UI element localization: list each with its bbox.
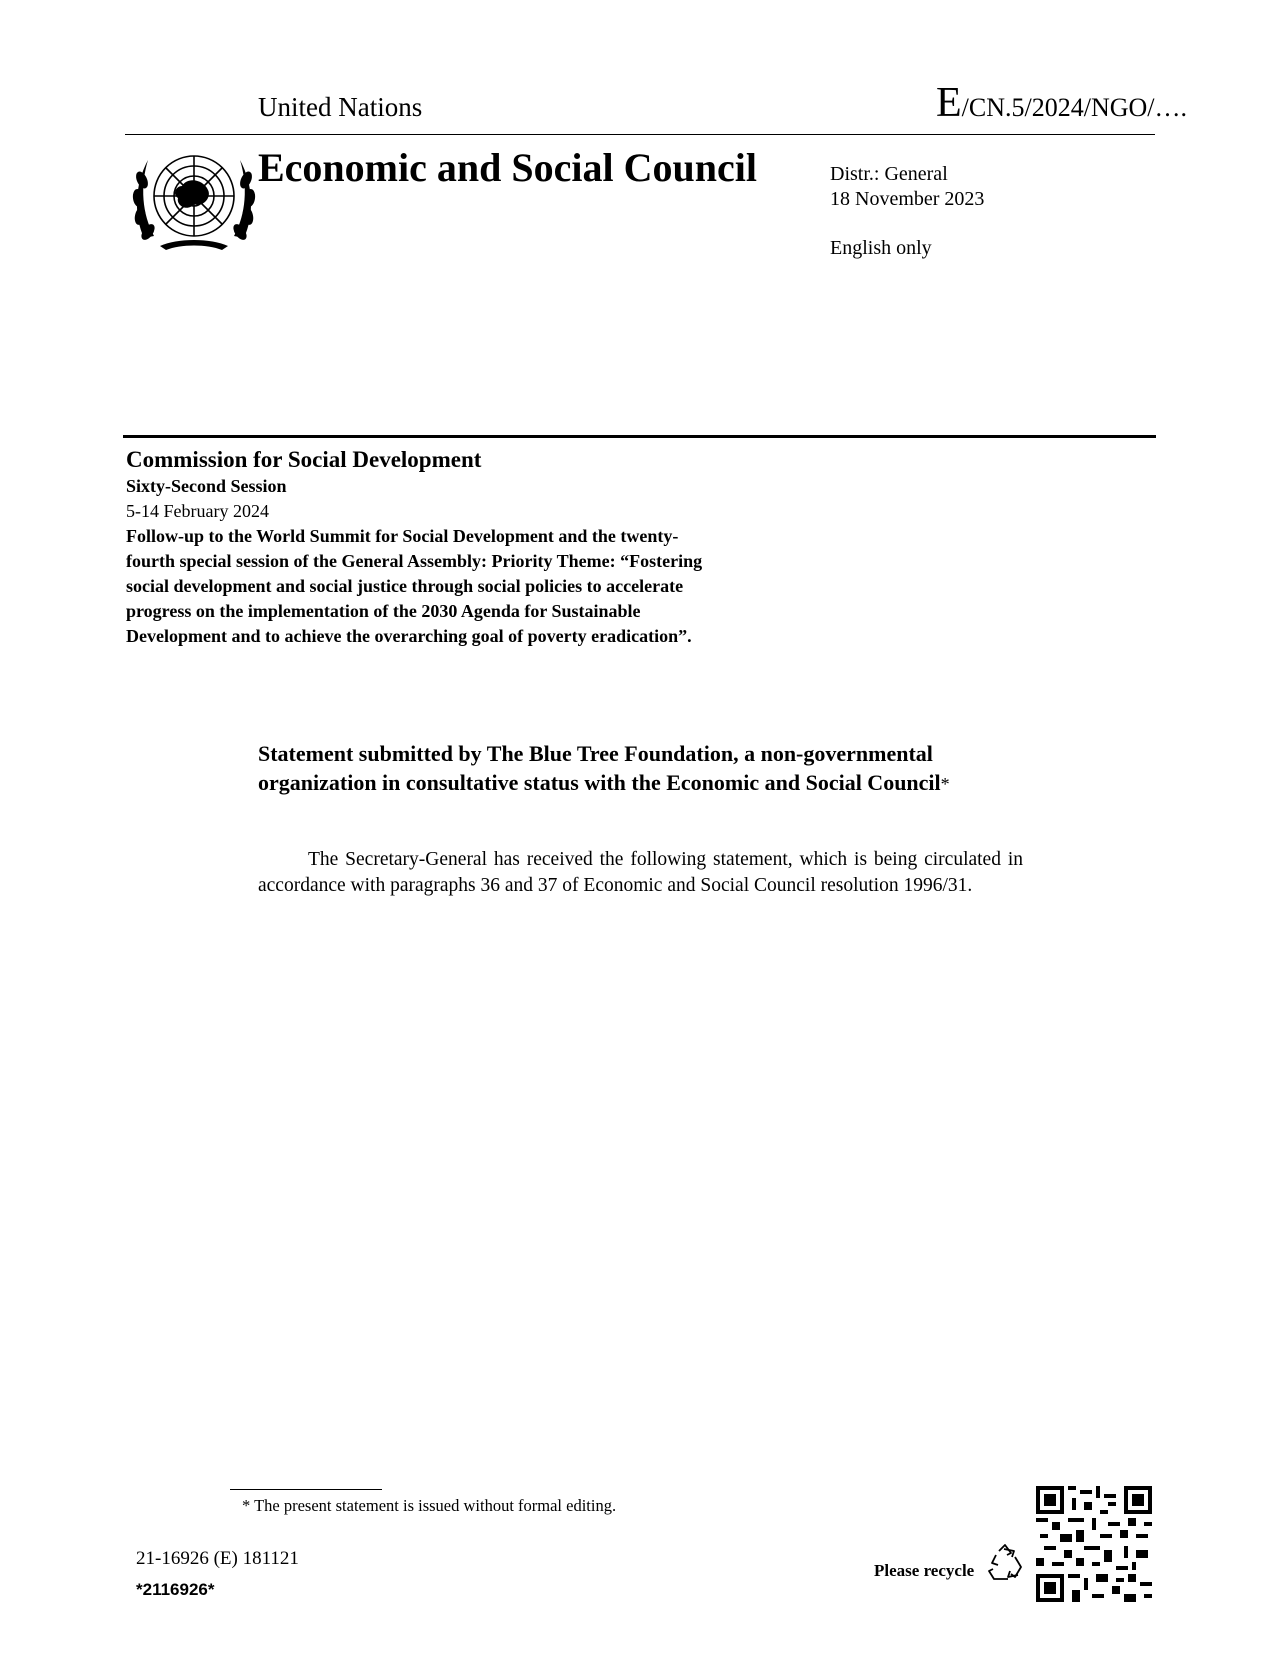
- footnote-rule: [230, 1489, 382, 1490]
- statement-title-text: Statement submitted by The Blue Tree Foundation, a non-governmental organization in consultative status with the Economic and Social Council: [258, 741, 941, 795]
- session-dates: 5-14 February 2024: [126, 501, 269, 521]
- recycle-icon: [984, 1543, 1026, 1583]
- organization-name: United Nations: [258, 92, 423, 122]
- statement-title: [258, 740, 958, 798]
- header-rule: [125, 134, 1155, 135]
- symbol-letter: E: [936, 80, 962, 126]
- footnote-marker[interactable]: *: [940, 773, 950, 794]
- barcode-text: *2116926*: [136, 1580, 215, 1599]
- distribution-label: Distr.: General: [830, 163, 948, 185]
- issue-date: 18 November 2023: [830, 188, 985, 210]
- document-symbol: [936, 82, 1187, 124]
- session-name: Sixty-Second Session: [126, 476, 287, 496]
- agenda-item: Follow-up to the World Summit for Social Development and the twenty-fourth special session of the General Assembly: Priority Theme: “Fostering social development and social justice through social policies to accelerate progress on the implementation of the 2030 Agenda for Sustainable Development and to achieve the overarching goal of poverty eradication”.: [126, 526, 703, 646]
- footnote: * The present statement is issued without formal editing.: [242, 1496, 617, 1515]
- job-number: 21-16926 (E) 181121: [136, 1548, 299, 1569]
- council-title: Economic and Social Council: [258, 145, 757, 190]
- section-rule: [123, 435, 1156, 438]
- commission-block: [126, 446, 706, 649]
- recycle-label: Please recycle: [874, 1561, 975, 1580]
- commission-title: Commission for Social Development: [126, 447, 482, 472]
- un-emblem-icon: [132, 146, 256, 254]
- distribution-block: [830, 162, 984, 212]
- intro-paragraph: The Secretary-General has received the following statement, which is being circulated in accordance with paragraphs 36 and 37 of Economic and Social Council resolution 1996/31.: [258, 849, 1023, 896]
- symbol-rest: /CN.5/2024/NGO/….: [961, 93, 1187, 122]
- language-note: English only: [830, 237, 932, 259]
- qr-code-icon: [1036, 1486, 1152, 1602]
